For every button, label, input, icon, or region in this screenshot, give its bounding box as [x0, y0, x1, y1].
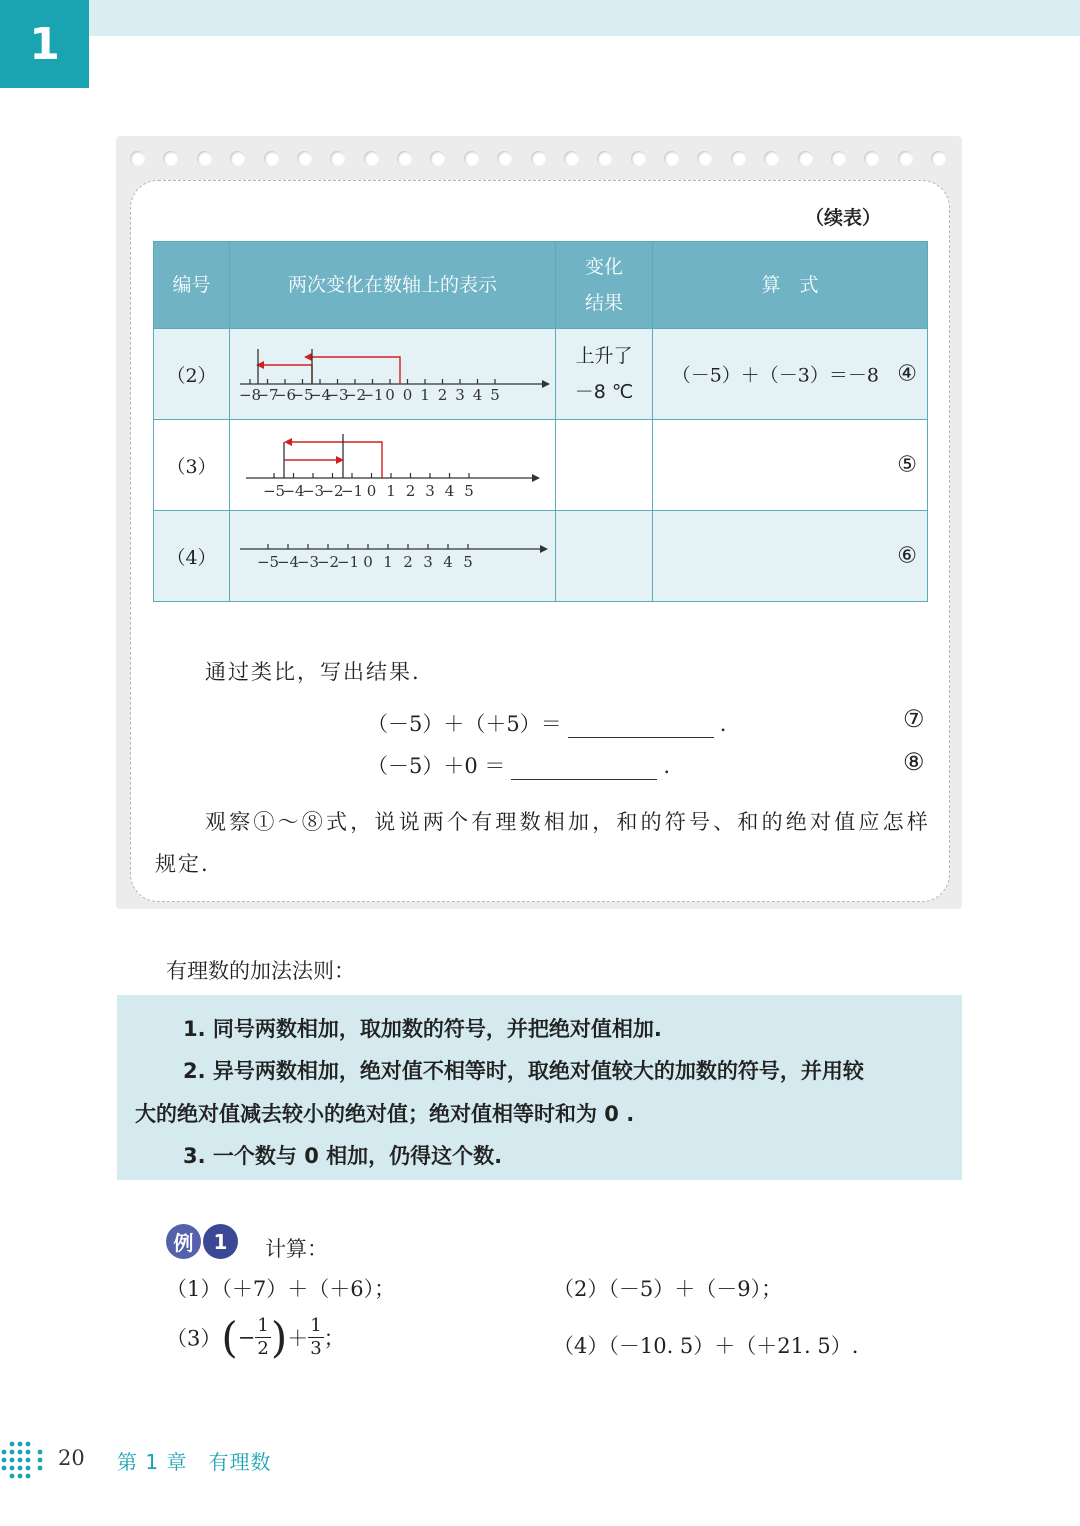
- example-badge: [166, 1224, 238, 1259]
- footer-dot: [38, 1458, 43, 1463]
- footer-dot: [18, 1442, 23, 1447]
- answer-blank[interactable]: [568, 737, 714, 738]
- footer-dot: [10, 1466, 15, 1471]
- footer-dot: [26, 1474, 31, 1479]
- top-band: [89, 0, 1080, 36]
- circled-number: ④: [897, 361, 917, 387]
- binding-ring: [798, 151, 813, 166]
- fraction-one-half: $\frac{1}{2}$: [257, 1315, 269, 1359]
- tick-label: 1: [386, 482, 396, 500]
- circled-number-7: ⑦: [903, 705, 925, 733]
- row-number: （2）: [154, 329, 230, 420]
- tick-label: 3: [423, 553, 433, 571]
- tick-label: 5: [490, 386, 500, 404]
- tick-label: −5: [262, 482, 286, 500]
- axis-cell: [230, 420, 556, 511]
- result-cell: [556, 420, 653, 511]
- equation-text: （－5）＋（－3）＝－8: [671, 364, 879, 387]
- header-result: 变化 结果: [556, 242, 653, 329]
- red-arrow-second-change: [264, 365, 312, 384]
- observe-line-1: 观察①～⑧式，说说两个有理数相加，和的符号、和的绝对值应怎样: [205, 810, 931, 834]
- axis-arrowhead: [532, 474, 540, 482]
- footer-dot: [26, 1450, 31, 1455]
- tick-label: 3: [455, 386, 465, 404]
- tick-label: 4: [472, 386, 483, 404]
- footer-dot: [18, 1450, 23, 1455]
- footer-dot: [2, 1466, 7, 1471]
- red-arrowhead: [256, 361, 264, 369]
- footer-dot: [26, 1458, 31, 1463]
- binding-ring: [397, 151, 412, 166]
- tick-label: −2: [316, 553, 340, 571]
- axis-cell: [230, 329, 556, 420]
- footer-dot: [18, 1474, 23, 1479]
- circled-number: ⑥: [897, 543, 917, 569]
- binding-ring: [230, 151, 245, 166]
- tick-label: −2: [343, 386, 367, 404]
- right-paren: ): [270, 1313, 288, 1362]
- binding-ring: [163, 151, 178, 166]
- tick-label: 5: [464, 482, 474, 500]
- ring-binding: [130, 151, 946, 167]
- tick-label: −3: [296, 553, 320, 571]
- binding-ring: [297, 151, 312, 166]
- change-table: [153, 241, 928, 602]
- footer-dot: [38, 1450, 43, 1455]
- number-line-row3: [230, 420, 555, 510]
- circled-number: ⑤: [897, 452, 917, 478]
- problem-3: （3）(− $\frac{1}{2}$ )＋ $\frac{1}{3}$ ；: [166, 1313, 345, 1362]
- binding-ring: [531, 151, 546, 166]
- tick-label: −1: [361, 386, 384, 404]
- tick-label: −6: [273, 386, 297, 404]
- fraction-one-third: $\frac{1}{3}$: [310, 1315, 322, 1359]
- binding-ring: [130, 151, 145, 166]
- table-row: [154, 420, 928, 511]
- rule-2-line-1: 2. 异号两数相加，绝对值不相等时，取绝对值较大的加数的符号，并用较: [183, 1059, 864, 1083]
- table-row: [154, 511, 928, 602]
- tick-label: 0: [366, 482, 377, 500]
- tick-label: −4: [276, 553, 300, 571]
- binding-ring: [364, 151, 379, 166]
- tick-label: −4: [282, 482, 305, 500]
- tick-label: −5: [291, 386, 314, 404]
- footer-dots-icon: [0, 1440, 52, 1480]
- tick-label: 0: [402, 386, 413, 404]
- rule-intro: 有理数的加法法则：: [166, 959, 355, 983]
- table-row: [154, 329, 928, 420]
- tick-label: 2: [405, 482, 416, 500]
- tick-label: 4: [444, 482, 455, 500]
- binding-ring: [497, 151, 512, 166]
- left-paren: (: [221, 1313, 238, 1362]
- page-number: 20: [58, 1446, 85, 1470]
- tick-label: −1: [336, 553, 360, 571]
- equation-cell: [653, 420, 928, 511]
- binding-ring: [264, 151, 279, 166]
- red-arrowhead: [304, 353, 312, 361]
- footer-dot: [26, 1466, 31, 1471]
- observe-line-2: 规定.: [155, 852, 210, 876]
- addition-rules-box: [117, 995, 962, 1180]
- analogy-intro: 通过类比，写出结果.: [205, 660, 421, 684]
- footer-dot: [10, 1474, 15, 1479]
- axis-arrowhead: [540, 545, 548, 553]
- red-arrowhead: [284, 438, 292, 446]
- binding-ring: [864, 151, 879, 166]
- row-number: （4）: [154, 511, 230, 602]
- footer-dot: [2, 1450, 7, 1455]
- equation-cell: [653, 329, 928, 420]
- problem-2: （2）（－5）＋（－9）；: [553, 1277, 783, 1301]
- example-badge-label: 例: [166, 1224, 201, 1259]
- result-cell: [556, 511, 653, 602]
- tick-label: −1: [340, 482, 364, 500]
- tick-label: 4: [443, 553, 453, 571]
- chapter-footer: 第 1 章 有理数: [117, 1450, 272, 1474]
- binding-ring: [430, 151, 445, 166]
- notebook-panel: [116, 136, 962, 909]
- tick-label: 1: [383, 553, 393, 571]
- tick-label: 5: [463, 553, 473, 571]
- footer-dot: [38, 1466, 43, 1471]
- tick-label: −2: [321, 482, 344, 500]
- tick-label: −8: [238, 386, 262, 404]
- footer-dot: [10, 1450, 15, 1455]
- rule-1: 1. 同号两数相加，取加数的符号，并把绝对值相加.: [183, 1017, 662, 1041]
- tick-label: −7: [256, 386, 279, 404]
- tick-label: 2: [437, 386, 448, 404]
- binding-ring: [764, 151, 779, 166]
- binding-ring: [898, 151, 913, 166]
- tick-label: 2: [403, 553, 413, 571]
- axis-cell: [230, 511, 556, 602]
- number-line-row4: [230, 511, 555, 601]
- tick-label: −5: [256, 553, 280, 571]
- answer-blank[interactable]: [511, 779, 657, 780]
- binding-ring: [831, 151, 846, 166]
- row-number: （3）: [154, 420, 230, 511]
- footer-dot: [2, 1458, 7, 1463]
- equation-8: （－5）＋0 ＝ .: [367, 754, 671, 778]
- result-cell: 上升了 －8 ℃: [556, 329, 653, 420]
- header-number: 编号: [154, 242, 230, 329]
- header-axis: 两次变化在数轴上的表示: [230, 242, 556, 329]
- header-equation: 算 式: [653, 242, 928, 329]
- binding-ring: [464, 151, 479, 166]
- footer-dot: [18, 1458, 23, 1463]
- problem-4: （4）（－10. 5）＋（＋21. 5）.: [553, 1334, 859, 1358]
- footer-dot: [10, 1442, 15, 1447]
- problem-1: （1）（＋7）＋（＋6）；: [166, 1277, 396, 1301]
- binding-ring: [697, 151, 712, 166]
- footer-dot: [18, 1466, 23, 1471]
- equation-cell: [653, 511, 928, 602]
- axis-arrowhead: [542, 380, 550, 388]
- footer-dot: [10, 1458, 15, 1463]
- rule-2-line-2: 大的绝对值减去较小的绝对值；绝对值相等时和为 0 .: [135, 1102, 635, 1126]
- red-arrow-first-change: [312, 357, 400, 384]
- tick-label: −3: [301, 482, 325, 500]
- tick-label: −4: [308, 386, 332, 404]
- tick-label: 1: [420, 386, 430, 404]
- binding-ring: [597, 151, 612, 166]
- binding-ring: [330, 151, 345, 166]
- continued-label: （续表）: [804, 207, 881, 229]
- tick-label: 3: [425, 482, 435, 500]
- binding-ring: [931, 151, 946, 166]
- example-title: 计算：: [265, 1237, 328, 1261]
- tick-label: 0: [363, 553, 373, 571]
- binding-ring: [631, 151, 646, 166]
- rule-3: 3. 一个数与 0 相加，仍得这个数.: [183, 1144, 503, 1168]
- binding-ring: [731, 151, 746, 166]
- equation-7: （－5）＋（＋5）＝ .: [367, 712, 727, 736]
- notebook-paper: [130, 180, 950, 902]
- chapter-tab: 1: [0, 0, 89, 88]
- binding-ring: [664, 151, 679, 166]
- circled-number-8: ⑧: [903, 748, 925, 776]
- number-line-row2: [230, 329, 555, 419]
- binding-ring: [197, 151, 212, 166]
- tick-label: −3: [326, 386, 349, 404]
- example-badge-number: 1: [203, 1224, 238, 1259]
- binding-ring: [564, 151, 579, 166]
- tick-label: 0: [385, 386, 395, 404]
- footer-dot: [26, 1442, 31, 1447]
